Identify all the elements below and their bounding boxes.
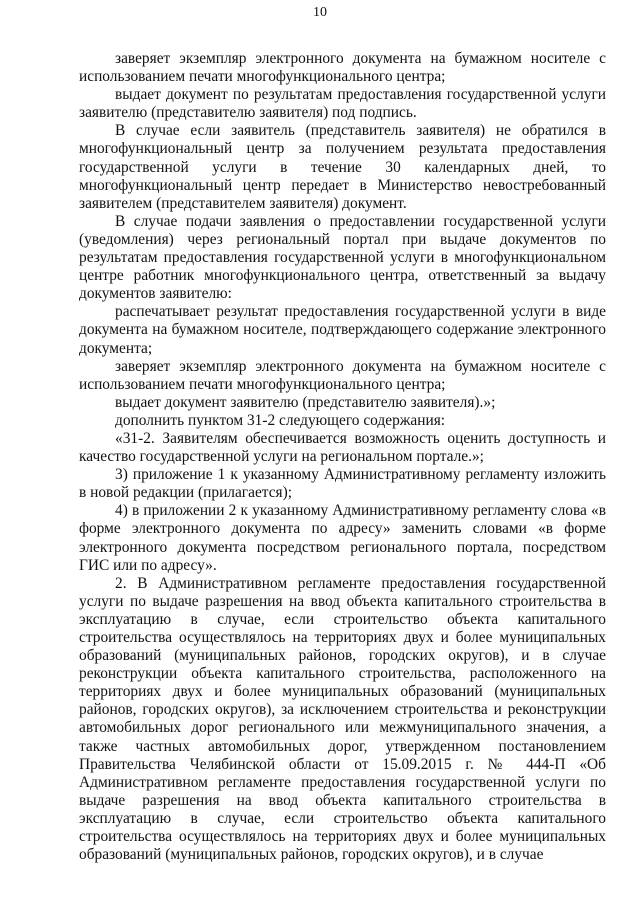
paragraph: 2. В Административном регламенте предоставления государственной услуги по выдаче разрешения на ввод объекта капитального строительства в эксплуатацию в случае, если строительство объекта капитального строительства осуществлялось на территориях двух и более муниципальных образований (муниципальных районов, городских округов), и в случае реконструкции объекта капитального строительства, расположенного на территориях двух и более муниципальных образований (муниципальных районов, городских округов), за исключением строительства и реконструкции автомобильных дорог регионального или межмуниципального значения, а также частных автомобильных дорог, утвержденном постановлением Правительства Челябинской области от 15.09.2015 г. № 444-П «Об Административном регламенте предоставления государственной услуги по выдаче разрешения на ввод объекта капитального строительства в эксплуатацию в случае, если строительство объекта капитального строительства осуществлялось на территориях двух и более муниципальных образований (муниципальных районов, городских округов), и в случае	[79, 574, 606, 864]
paragraph: В случае подачи заявления о предоставлении государственной услуги (уведомления) через региональный портал при выдаче документов по результатам предоставления государственной услуги в многофункциональном центре работник многофункционального центра, ответственный за выдачу документов заявителю:	[79, 212, 606, 303]
paragraph: заверяет экземпляр электронного документа на бумажном носителе с использованием печати многофункционального центра;	[79, 357, 606, 393]
paragraph: В случае если заявитель (представитель заявителя) не обратился в многофункциональный центр за получением результата предоставления государственной услуги в течение 30 календарных дней, то многофункциональный центр передает в Министерство невостребованный заявителем (представителем заявителя) документ.	[79, 122, 606, 212]
document-body	[79, 50, 606, 864]
paragraph: «31-2. Заявителям обеспечивается возможность оценить доступность и качество государственной услуги на региональном портале.»;	[79, 429, 606, 466]
paragraph: 3) приложение 1 к указанному Административному регламенту изложить в новой редакции (прилагается);	[79, 466, 606, 502]
page-number: 10	[313, 5, 327, 20]
paragraph: заверяет экземпляр электронного документа на бумажном носителе с использованием печати многофункционального центра;	[79, 50, 606, 86]
paragraph: выдает документ заявителю (представителю заявителя).»;	[115, 393, 496, 411]
paragraph: выдает документ по результатам предоставления государственной услуги заявителю (представителю заявителя) под подпись.	[79, 86, 606, 122]
paragraph: дополнить пунктом 31-2 следующего содержания:	[115, 411, 446, 429]
paragraph: 4) в приложении 2 к указанному Административному регламенту слова «в форме электронного документа по адресу» заменить словами «в форме электронного документа посредством регионального портала, посредством ГИС или по адресу».	[79, 502, 606, 574]
paragraph: распечатывает результат предоставления государственной услуги в виде документа на бумажном носителе, подтверждающего содержание электронного документа;	[79, 303, 606, 357]
